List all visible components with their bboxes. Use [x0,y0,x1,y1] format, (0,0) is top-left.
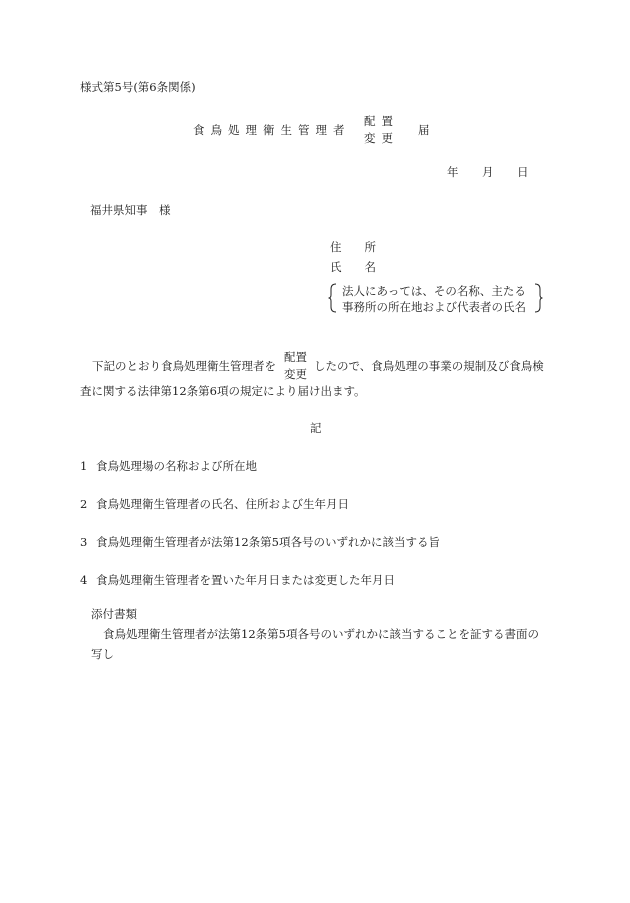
body-option-stack [284,352,307,380]
note-right-bracket [533,283,543,313]
item-number: 3 [80,535,88,549]
body-post: したので、食鳥処理の事業の規制及び食鳥検 [314,359,544,373]
note-line-1: 法人にあっては、その名称、主たる [342,284,526,298]
date-day: 日 [517,165,529,179]
addressee: 福井県知事 様 [90,203,171,217]
item-text: 食鳥処理場の名称および所在地 [96,459,257,473]
attachment-line-2: 写し [91,647,114,661]
address-label: 住 所 [330,240,376,254]
title-option-top: 配置 [364,114,399,128]
attachment-heading: 添付書類 [91,607,137,621]
title-suffix: 届 [418,123,430,137]
title-main: 食鳥処理衛生管理者 [193,123,351,137]
item-text: 食鳥処理衛生管理者を置いた年月日または変更した年月日 [96,573,395,587]
attachment-line-1: 食鳥処理衛生管理者が法第12条第5項各号のいずれかに該当することを証する書面の [103,627,539,641]
item-number: 2 [80,497,88,511]
item-text: 食鳥処理衛生管理者が法第12条第5項各号のいずれかに該当する旨 [96,535,440,549]
body-option-bottom: 変更 [284,366,307,381]
note-left-bracket [328,283,338,313]
note-line-2: 事務所の所在地および代表者の氏名 [342,300,526,314]
ki-heading: 記 [310,421,322,435]
body-line-2: 査に関する法律第12条第6項の規定により届け出ます。 [80,384,366,398]
body-pre: 下記のとおり食鳥処理衛生管理者を [92,359,276,373]
date-year: 年 [447,165,459,179]
date-month: 月 [482,165,494,179]
name-label: 氏 名 [330,260,376,274]
item-number: 4 [80,573,88,587]
body-option-top: 配置 [284,350,307,364]
form-id: 様式第5号(第6条関係) [80,80,196,94]
title-option-stack [364,116,399,144]
item-number: 1 [80,459,88,473]
title-option-bottom: 変更 [364,130,399,145]
item-text: 食鳥処理衛生管理者の氏名、住所および生年月日 [96,497,349,511]
